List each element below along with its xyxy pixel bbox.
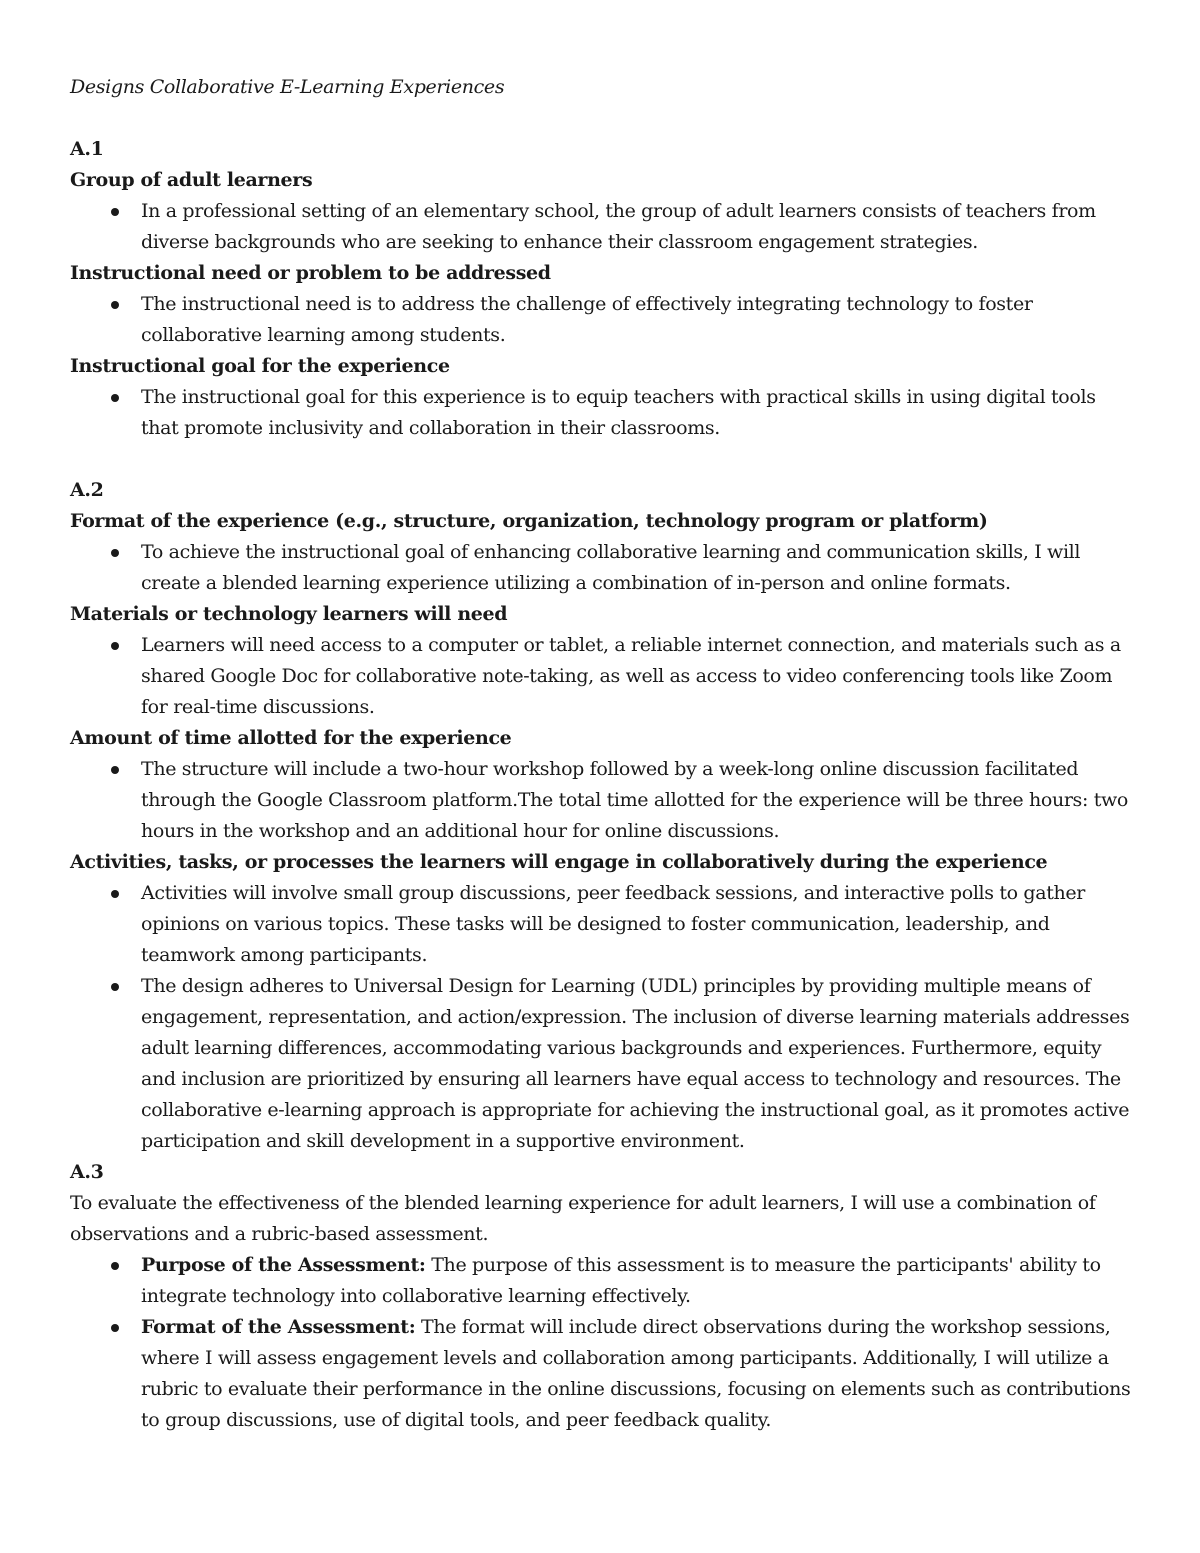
list-item <box>141 878 1135 971</box>
spacer <box>70 103 1135 134</box>
section-a1 <box>70 134 1135 444</box>
block-heading: Activities, tasks, or processes the learners will engage in collaboratively during the experience <box>70 851 1048 873</box>
section-a3 <box>70 1157 1135 1436</box>
bullet-list <box>70 754 1135 847</box>
bullet-icon <box>111 890 119 898</box>
document-title: Designs Collaborative E-Learning Experiences <box>70 76 505 98</box>
list-item <box>141 1312 1135 1436</box>
list-item-text: Activities will involve small group discussions, peer feedback sessions, and interactive polls to gather opinions on various topics. These tasks will be designed to foster communication, leadership, and teamwork among participants. <box>141 882 1086 966</box>
bullet-list <box>70 630 1135 723</box>
section-label: A.3 <box>70 1161 104 1183</box>
section-label: A.2 <box>70 479 104 501</box>
bullet-icon <box>111 549 119 557</box>
list-item-text: The format will include direct observations during the workshop sessions, where I will assess engagement levels and collaboration among participants. Additionally, I will utilize a rubric to evaluate their performance in the online discussions, focusing on elements such as contributions to group discussions, use of digital tools, and peer feedback quality. <box>141 1316 1131 1431</box>
list-item-lead: Purpose of the Assessment: <box>141 1254 426 1276</box>
list-item-lead: Format of the Assessment: <box>141 1316 416 1338</box>
block-heading: Format of the experience (e.g., structure, organization, technology program or platform) <box>70 510 988 532</box>
list-item-text: The instructional need is to address the challenge of effectively integrating technology to foster collaborative learning among students. <box>141 293 1033 346</box>
block-heading: Materials or technology learners will need <box>70 603 508 625</box>
section-intro: To evaluate the effectiveness of the blended learning experience for adult learners, I will use a combination of observations and a rubric-based assessment. <box>70 1192 1096 1245</box>
list-item <box>141 630 1135 723</box>
bullet-list <box>70 1250 1135 1436</box>
bullet-list <box>70 196 1135 258</box>
bullet-icon <box>111 208 119 216</box>
bullet-icon <box>111 983 119 991</box>
section-a2 <box>70 475 1135 1157</box>
block-heading: Instructional goal for the experience <box>70 355 450 377</box>
list-item-text: Learners will need access to a computer or tablet, a reliable internet connection, and materials such as a shared Google Doc for collaborative note-taking, as well as access to video conferencing tools like Zoom for real-time discussions. <box>141 634 1121 718</box>
spacer <box>70 444 1135 475</box>
bullet-icon <box>111 394 119 402</box>
list-item-text: The purpose of this assessment is to measure the participants' ability to integrate technology into collaborative learning effectively. <box>141 1254 1101 1307</box>
bullet-icon <box>111 301 119 309</box>
bullet-icon <box>111 1262 119 1270</box>
list-item-text: The instructional goal for this experience is to equip teachers with practical skills in using digital tools that promote inclusivity and collaboration in their classrooms. <box>141 386 1096 439</box>
bullet-list <box>70 537 1135 599</box>
list-item <box>141 971 1135 1157</box>
list-item <box>141 196 1135 258</box>
list-item <box>141 1250 1135 1312</box>
list-item <box>141 289 1135 351</box>
bullet-icon <box>111 766 119 774</box>
list-item <box>141 537 1135 599</box>
list-item-text: The design adheres to Universal Design for Learning (UDL) principles by providing multiple means of engagement, representation, and action/expression. The inclusion of diverse learning materials addresses adult learning differences, accommodating various backgrounds and experiences. Furthermore, equity and inclusion are prioritized by ensuring all learners have equal access to technology and resources. The collaborative e-learning approach is appropriate for achieving the instructional goal, as it promotes active participation and skill development in a supportive environment. <box>141 975 1130 1152</box>
block-heading: Instructional need or problem to be addressed <box>70 262 551 284</box>
bullet-list <box>70 878 1135 1157</box>
list-item-text: To achieve the instructional goal of enhancing collaborative learning and communication skills, I will create a blended learning experience utilizing a combination of in-person and online formats. <box>141 541 1081 594</box>
bullet-list <box>70 382 1135 444</box>
bullet-icon <box>111 642 119 650</box>
list-item-text: The structure will include a two-hour workshop followed by a week-long online discussion facilitated through the Google Classroom platform.The total time allotted for the experience will be three hours: two hours in the workshop and an additional hour for online discussions. <box>141 758 1128 842</box>
section-label: A.1 <box>70 138 104 160</box>
block-heading: Group of adult learners <box>70 169 313 191</box>
document-page <box>70 72 1135 1436</box>
bullet-icon <box>111 1324 119 1332</box>
list-item <box>141 754 1135 847</box>
block-heading: Amount of time allotted for the experience <box>70 727 512 749</box>
bullet-list <box>70 289 1135 351</box>
list-item-text: In a professional setting of an elementary school, the group of adult learners consists of teachers from diverse backgrounds who are seeking to enhance their classroom engagement strategies. <box>141 200 1096 253</box>
list-item <box>141 382 1135 444</box>
